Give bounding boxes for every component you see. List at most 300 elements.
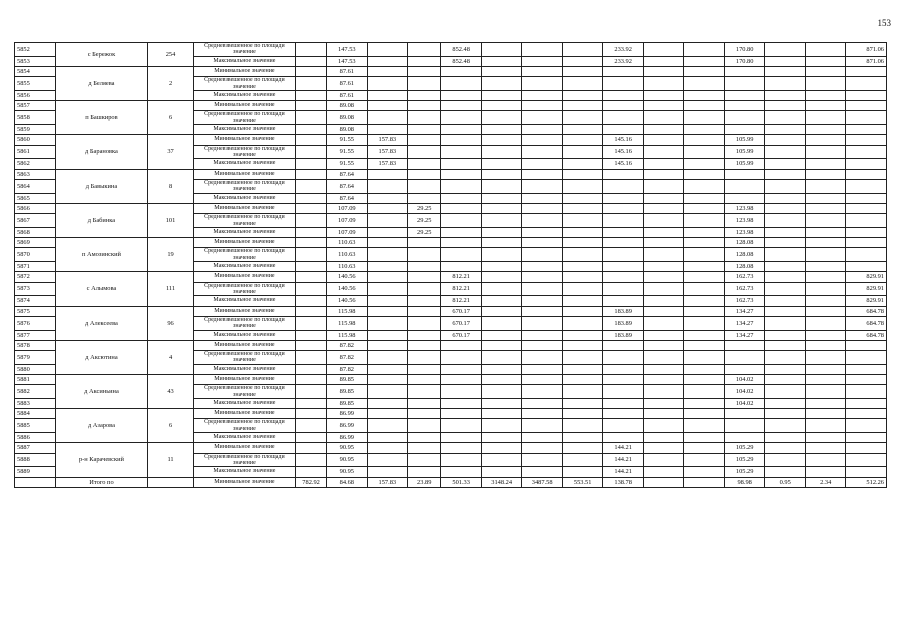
value-cell: 104.02: [724, 385, 765, 399]
value-cell: [805, 193, 846, 203]
value-cell: 128.08: [724, 238, 765, 248]
value-cell: [408, 135, 441, 145]
value-cell: [603, 364, 644, 374]
value-cell: [643, 67, 684, 77]
value-cell: [296, 306, 327, 316]
value-cell: [684, 125, 725, 135]
value-cell: [367, 296, 408, 306]
value-cell: [522, 340, 563, 350]
table-row: [15, 238, 887, 248]
cadastral-value-table: [14, 42, 887, 488]
value-cell: [562, 111, 603, 125]
table-row: [15, 443, 887, 453]
row-number: 5863: [15, 169, 56, 179]
value-cell: [367, 77, 408, 91]
value-cell: [805, 350, 846, 364]
value-type-label: Минимальное значение: [193, 306, 295, 316]
value-cell: [562, 101, 603, 111]
parcel-count: 6: [148, 409, 193, 443]
value-cell: [603, 91, 644, 101]
value-cell: 871.06: [846, 56, 887, 66]
value-type-label: Минимальное значение: [193, 135, 295, 145]
value-cell: [441, 433, 482, 443]
row-number: 5854: [15, 67, 56, 77]
value-cell: [522, 374, 563, 384]
value-cell: [805, 179, 846, 193]
value-cell: [643, 433, 684, 443]
row-number: 5871: [15, 262, 56, 272]
value-cell: [367, 227, 408, 237]
value-cell: [522, 409, 563, 419]
value-cell: [481, 179, 522, 193]
value-cell: [765, 169, 806, 179]
settlement-name: Итого по: [55, 477, 148, 487]
value-cell: [684, 350, 725, 364]
value-cell: [296, 214, 327, 228]
row-number: [15, 477, 56, 487]
value-cell: [603, 409, 644, 419]
value-cell: [643, 203, 684, 213]
value-cell: [562, 125, 603, 135]
value-cell: [522, 111, 563, 125]
value-cell: [684, 364, 725, 374]
value-cell: [562, 248, 603, 262]
value-cell: [522, 443, 563, 453]
value-cell: [684, 101, 725, 111]
value-cell: [765, 453, 806, 467]
value-cell: 852.48: [441, 56, 482, 66]
value-cell: 89.08: [327, 125, 368, 135]
value-cell: [684, 443, 725, 453]
value-type-label: Максимальное значение: [193, 364, 295, 374]
value-cell: [603, 248, 644, 262]
value-type-label: Минимальное значение: [193, 409, 295, 419]
row-number: 5877: [15, 330, 56, 340]
value-cell: 144.21: [603, 443, 644, 453]
value-cell: [724, 67, 765, 77]
value-cell: [522, 385, 563, 399]
value-cell: [562, 56, 603, 66]
value-cell: [522, 248, 563, 262]
value-cell: 89.08: [327, 111, 368, 125]
value-cell: [367, 262, 408, 272]
value-cell: [765, 419, 806, 433]
value-cell: [296, 145, 327, 159]
value-cell: 157.83: [367, 135, 408, 145]
value-cell: [481, 43, 522, 57]
row-number: 5868: [15, 227, 56, 237]
value-cell: [643, 467, 684, 477]
value-cell: [643, 56, 684, 66]
value-cell: [846, 77, 887, 91]
table-row: [15, 477, 887, 487]
value-cell: [367, 125, 408, 135]
value-cell: [562, 296, 603, 306]
value-cell: [522, 227, 563, 237]
value-cell: [562, 330, 603, 340]
value-cell: [296, 364, 327, 374]
value-cell: [684, 248, 725, 262]
row-number: 5866: [15, 203, 56, 213]
value-cell: 110.63: [327, 238, 368, 248]
value-cell: [684, 159, 725, 169]
value-cell: [805, 145, 846, 159]
value-type-label: Максимальное значение: [193, 296, 295, 306]
settlement-name: д Аксиньина: [55, 374, 148, 408]
value-cell: [441, 453, 482, 467]
value-cell: 829.91: [846, 282, 887, 296]
value-cell: 670.17: [441, 330, 482, 340]
value-cell: [522, 399, 563, 409]
value-cell: 87.82: [327, 364, 368, 374]
value-cell: 87.61: [327, 91, 368, 101]
value-cell: 144.21: [603, 453, 644, 467]
value-cell: [296, 443, 327, 453]
value-cell: [522, 272, 563, 282]
value-cell: [522, 159, 563, 169]
row-number: 5882: [15, 385, 56, 399]
value-cell: 233.92: [603, 43, 644, 57]
value-cell: [643, 364, 684, 374]
value-cell: [408, 67, 441, 77]
value-cell: [684, 91, 725, 101]
value-cell: [367, 409, 408, 419]
value-cell: [603, 214, 644, 228]
value-cell: [846, 101, 887, 111]
value-cell: [724, 364, 765, 374]
value-cell: [367, 238, 408, 248]
value-cell: [765, 374, 806, 384]
value-cell: 157.83: [367, 477, 408, 487]
value-cell: [441, 385, 482, 399]
value-cell: [481, 316, 522, 330]
value-cell: [603, 433, 644, 443]
value-cell: [296, 159, 327, 169]
value-cell: [562, 409, 603, 419]
value-cell: [408, 125, 441, 135]
value-cell: 162.73: [724, 272, 765, 282]
value-cell: [805, 214, 846, 228]
value-cell: [684, 227, 725, 237]
value-cell: [643, 296, 684, 306]
value-cell: [367, 316, 408, 330]
value-cell: [603, 385, 644, 399]
value-cell: [603, 399, 644, 409]
value-type-label: Минимальное значение: [193, 238, 295, 248]
value-cell: [296, 272, 327, 282]
value-cell: [481, 193, 522, 203]
row-number: 5873: [15, 282, 56, 296]
row-number: 5856: [15, 91, 56, 101]
value-cell: [805, 169, 846, 179]
row-number: 5887: [15, 443, 56, 453]
value-cell: [765, 135, 806, 145]
value-cell: [441, 262, 482, 272]
row-number: 5885: [15, 419, 56, 433]
value-cell: [367, 399, 408, 409]
value-type-label: Минимальное значение: [193, 272, 295, 282]
value-cell: [765, 56, 806, 66]
value-cell: 90.95: [327, 467, 368, 477]
value-cell: [296, 409, 327, 419]
value-cell: 105.29: [724, 467, 765, 477]
value-cell: [805, 316, 846, 330]
value-cell: [805, 364, 846, 374]
value-cell: [805, 159, 846, 169]
value-cell: [562, 145, 603, 159]
value-cell: [367, 203, 408, 213]
value-cell: [643, 374, 684, 384]
value-cell: [684, 67, 725, 77]
value-cell: [481, 169, 522, 179]
value-cell: [408, 374, 441, 384]
value-cell: 183.89: [603, 306, 644, 316]
value-cell: [367, 306, 408, 316]
settlement-name: п Амозинский: [55, 238, 148, 272]
value-type-label: Средневзвешенное по площади значение: [193, 43, 295, 57]
value-cell: [481, 56, 522, 66]
value-type-label: Средневзвешенное по площади значение: [193, 145, 295, 159]
value-cell: [805, 227, 846, 237]
value-cell: [522, 306, 563, 316]
row-number: 5872: [15, 272, 56, 282]
value-cell: [296, 330, 327, 340]
value-cell: [724, 125, 765, 135]
value-cell: [296, 43, 327, 57]
value-cell: [805, 419, 846, 433]
table-body: [15, 43, 887, 488]
value-cell: [296, 350, 327, 364]
value-type-label: Минимальное значение: [193, 477, 295, 487]
value-cell: [481, 433, 522, 443]
value-cell: [367, 56, 408, 66]
value-cell: [684, 282, 725, 296]
value-cell: [441, 179, 482, 193]
value-cell: [562, 179, 603, 193]
value-cell: [296, 111, 327, 125]
value-cell: 89.08: [327, 101, 368, 111]
value-cell: [522, 135, 563, 145]
value-cell: [522, 262, 563, 272]
value-cell: [684, 193, 725, 203]
value-cell: 86.99: [327, 433, 368, 443]
value-cell: [846, 238, 887, 248]
value-cell: [367, 350, 408, 364]
value-type-label: Максимальное значение: [193, 91, 295, 101]
value-cell: [562, 419, 603, 433]
value-cell: 87.61: [327, 77, 368, 91]
value-cell: [481, 77, 522, 91]
value-cell: [367, 453, 408, 467]
parcel-count: 43: [148, 374, 193, 408]
parcel-count: 111: [148, 272, 193, 306]
settlement-name: д Алексеева: [55, 306, 148, 340]
table-row: [15, 43, 887, 57]
value-cell: [643, 419, 684, 433]
value-cell: [684, 262, 725, 272]
value-cell: [367, 433, 408, 443]
value-cell: [765, 282, 806, 296]
value-cell: [603, 193, 644, 203]
value-type-label: Максимальное значение: [193, 159, 295, 169]
value-cell: [765, 272, 806, 282]
parcel-count: 6: [148, 101, 193, 135]
value-cell: [522, 296, 563, 306]
value-cell: 553.51: [562, 477, 603, 487]
value-cell: [441, 364, 482, 374]
value-cell: [408, 248, 441, 262]
value-cell: [296, 135, 327, 145]
value-type-label: Средневзвешенное по площади значение: [193, 214, 295, 228]
value-cell: [481, 203, 522, 213]
value-cell: [684, 409, 725, 419]
value-cell: 107.09: [327, 203, 368, 213]
value-cell: [805, 203, 846, 213]
value-cell: [765, 385, 806, 399]
value-cell: [441, 203, 482, 213]
value-cell: [481, 350, 522, 364]
row-number: 5864: [15, 179, 56, 193]
value-cell: [562, 91, 603, 101]
value-cell: [522, 364, 563, 374]
value-cell: [481, 262, 522, 272]
value-cell: [684, 272, 725, 282]
value-cell: [765, 203, 806, 213]
value-cell: [367, 214, 408, 228]
value-type-label: Минимальное значение: [193, 67, 295, 77]
value-cell: [724, 111, 765, 125]
value-cell: 684.78: [846, 330, 887, 340]
value-cell: [805, 43, 846, 57]
value-cell: [643, 350, 684, 364]
value-cell: 87.64: [327, 179, 368, 193]
value-cell: [643, 77, 684, 91]
value-type-label: Средневзвешенное по площади значение: [193, 248, 295, 262]
value-cell: [481, 374, 522, 384]
value-cell: 147.53: [327, 56, 368, 66]
value-cell: 140.56: [327, 272, 368, 282]
settlement-name: с Бережок: [55, 43, 148, 67]
value-cell: 812.21: [441, 272, 482, 282]
parcel-count: 19: [148, 238, 193, 272]
value-cell: [765, 340, 806, 350]
value-cell: [562, 214, 603, 228]
value-cell: [296, 227, 327, 237]
value-cell: 105.29: [724, 453, 765, 467]
value-cell: [684, 77, 725, 91]
value-cell: [846, 67, 887, 77]
value-cell: 3148.24: [481, 477, 522, 487]
value-cell: [805, 111, 846, 125]
value-cell: [522, 238, 563, 248]
value-cell: [805, 282, 846, 296]
value-cell: [522, 350, 563, 364]
value-cell: [296, 238, 327, 248]
value-cell: [603, 125, 644, 135]
value-cell: [562, 262, 603, 272]
row-number: 5889: [15, 467, 56, 477]
value-cell: [481, 227, 522, 237]
value-cell: [408, 91, 441, 101]
table-row: [15, 340, 887, 350]
value-cell: [684, 433, 725, 443]
value-cell: [408, 467, 441, 477]
value-cell: [805, 135, 846, 145]
value-cell: [522, 193, 563, 203]
value-cell: [522, 56, 563, 66]
value-cell: [684, 179, 725, 193]
settlement-name: д Беляева: [55, 67, 148, 101]
value-cell: [643, 227, 684, 237]
value-cell: [408, 145, 441, 159]
value-cell: [805, 306, 846, 316]
value-cell: [522, 77, 563, 91]
value-cell: [643, 248, 684, 262]
value-type-label: Минимальное значение: [193, 203, 295, 213]
value-cell: [296, 419, 327, 433]
value-cell: [643, 282, 684, 296]
value-cell: [846, 111, 887, 125]
row-number: 5870: [15, 248, 56, 262]
value-cell: 684.78: [846, 316, 887, 330]
value-cell: [846, 214, 887, 228]
row-number: 5862: [15, 159, 56, 169]
value-cell: [367, 248, 408, 262]
value-cell: [562, 350, 603, 364]
value-cell: [724, 433, 765, 443]
value-type-label: Минимальное значение: [193, 443, 295, 453]
value-cell: [296, 282, 327, 296]
value-cell: 89.85: [327, 385, 368, 399]
table-row: [15, 272, 887, 282]
value-cell: [562, 203, 603, 213]
value-type-label: Минимальное значение: [193, 169, 295, 179]
value-cell: [724, 169, 765, 179]
value-cell: [296, 193, 327, 203]
value-cell: [441, 227, 482, 237]
parcel-count: 4: [148, 340, 193, 374]
value-cell: [765, 306, 806, 316]
table-row: [15, 203, 887, 213]
value-cell: [643, 145, 684, 159]
value-cell: 812.21: [441, 296, 482, 306]
value-cell: [481, 238, 522, 248]
value-cell: [441, 159, 482, 169]
value-cell: 115.98: [327, 306, 368, 316]
value-cell: [846, 262, 887, 272]
row-number: 5859: [15, 125, 56, 135]
value-cell: [481, 399, 522, 409]
value-cell: [562, 77, 603, 91]
value-cell: [765, 193, 806, 203]
value-cell: [522, 125, 563, 135]
value-cell: [441, 340, 482, 350]
value-cell: [643, 272, 684, 282]
value-cell: [603, 67, 644, 77]
value-cell: [481, 467, 522, 477]
value-cell: [296, 203, 327, 213]
value-cell: [481, 306, 522, 316]
value-cell: [296, 125, 327, 135]
value-cell: [481, 125, 522, 135]
value-cell: [481, 385, 522, 399]
value-cell: [603, 262, 644, 272]
value-cell: [643, 477, 684, 487]
value-cell: [408, 453, 441, 467]
value-cell: [522, 91, 563, 101]
value-cell: [603, 419, 644, 433]
value-cell: 0.95: [765, 477, 806, 487]
